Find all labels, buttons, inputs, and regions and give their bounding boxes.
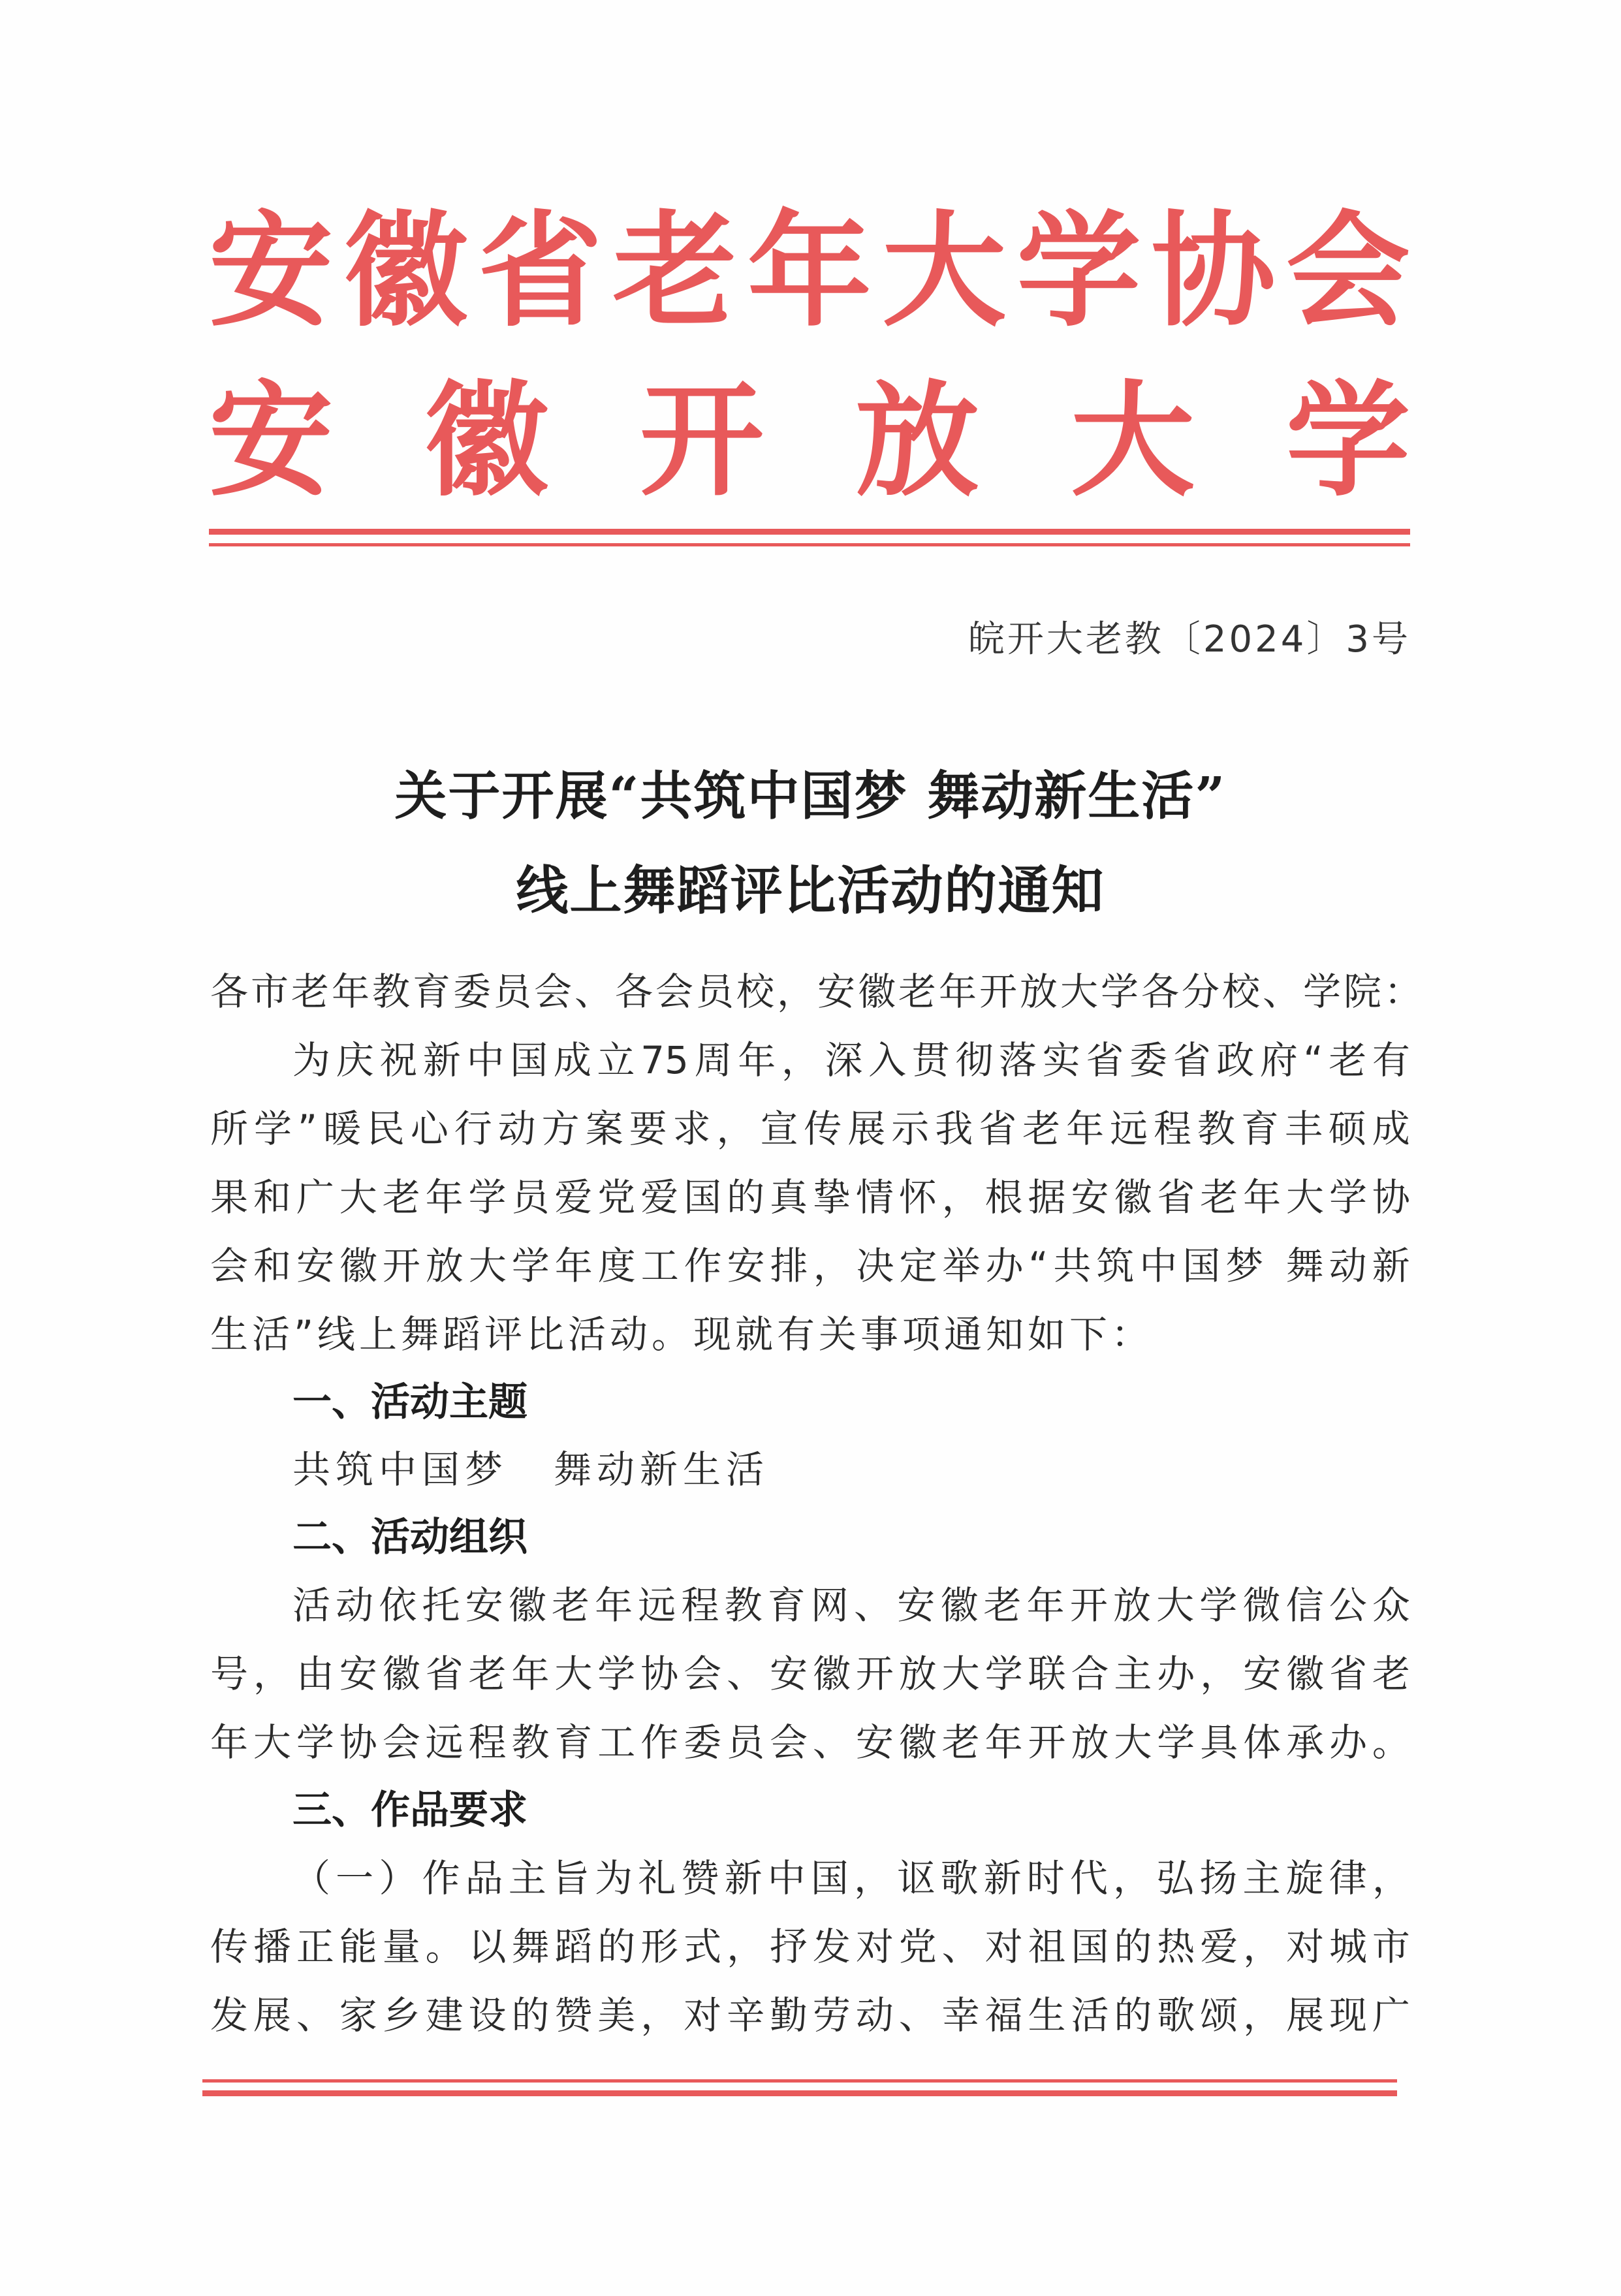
intro-line-2: 所 学 ” 暖 民 心 行 动 方 案 要 求 ， 宣 传 展 示 我 省 老 年 远 程 教 育 丰 硕 成 (210, 1107, 1410, 1151)
section-1-heading: 一、活动主题 (292, 1379, 527, 1425)
theme-part-b: 舞动新生活 (554, 1447, 770, 1492)
footer-rule-thick (202, 2090, 1397, 2096)
section-2-heading: 二、活动组织 (292, 1515, 527, 1560)
section-1-theme (292, 1447, 1410, 1492)
section-3-line-1: （ 一 ） 作 品 主 旨 为 礼 赞 新 中 国 ， 讴 歌 新 时 代 ， 弘 扬 主 旋 律 ， (292, 1856, 1410, 1900)
section-2-line-2: 号 ， 由 安 徽 省 老 年 大 学 协 会 、 安 徽 开 放 大 学 联 合 主 办 ， 安 徽 省 老 (210, 1652, 1410, 1696)
section-3-line-3: 发 展 、 家 乡 建 设 的 赞 美 ， 对 辛 勤 劳 动 、 幸 福 生 活 的 歌 颂 ， 展 现 广 (210, 1993, 1410, 2037)
document-number: 皖开大老教〔2024〕3号 (968, 618, 1411, 661)
header-rule-thin (209, 543, 1410, 546)
intro-line-3: 果 和 广 大 老 年 学 员 爱 党 爱 国 的 真 挚 情 怀 ， 根 据 安 徽 省 老 年 大 学 协 (210, 1175, 1410, 1219)
intro-line-4: 会 和 安 徽 开 放 大 学 年 度 工 作 安 排 ， 决 定 举 办 “ 共 筑 中 国 梦 舞 动 新 (210, 1244, 1410, 1288)
header-rule-thick (209, 529, 1410, 535)
section-2-line-1: 活 动 依 托 安 徽 老 年 远 程 教 育 网 、 安 徽 老 年 开 放 大 学 微 信 公 众 (292, 1583, 1410, 1628)
issuer-line-2: 安 徽 开 放 大 学 (209, 368, 1410, 513)
notice-title-line-1: 关于开展“共筑中国梦 舞动新生活” (394, 765, 1227, 826)
section-2-line-3: 年 大 学 协 会 远 程 教 育 工 作 委 员 会 、 安 徽 老 年 开 放 大 学 具 体 承 办 。 (210, 1720, 1410, 1765)
section-3-heading: 三、作品要求 (292, 1787, 527, 1833)
issuer-line-1: 安 徽 省 老 年 大 学 协 会 (209, 198, 1410, 343)
notice-title-line-2: 线上舞蹈评比活动的通知 (516, 860, 1105, 921)
section-3-line-2: 传 播 正 能 量 。 以 舞 蹈 的 形 式 ， 抒 发 对 党 、 对 祖 国 的 热 爱 ， 对 城 市 (210, 1925, 1410, 1969)
intro-line-1: 为 庆 祝 新 中 国 成 立 75 周 年 ， 深 入 贯 彻 落 实 省 委 省 政 府 “ 老 有 (292, 1038, 1410, 1082)
recipients: 各市老年教育委员会、各会员校，安徽老年开放大学各分校、学院： (210, 969, 1425, 1014)
intro-line-5: 生活”线上舞蹈评比活动。现就有关事项通知如下： (210, 1312, 1154, 1357)
footer-rule-thin (202, 2079, 1397, 2083)
theme-part-a: 共筑中国梦 (292, 1447, 509, 1492)
